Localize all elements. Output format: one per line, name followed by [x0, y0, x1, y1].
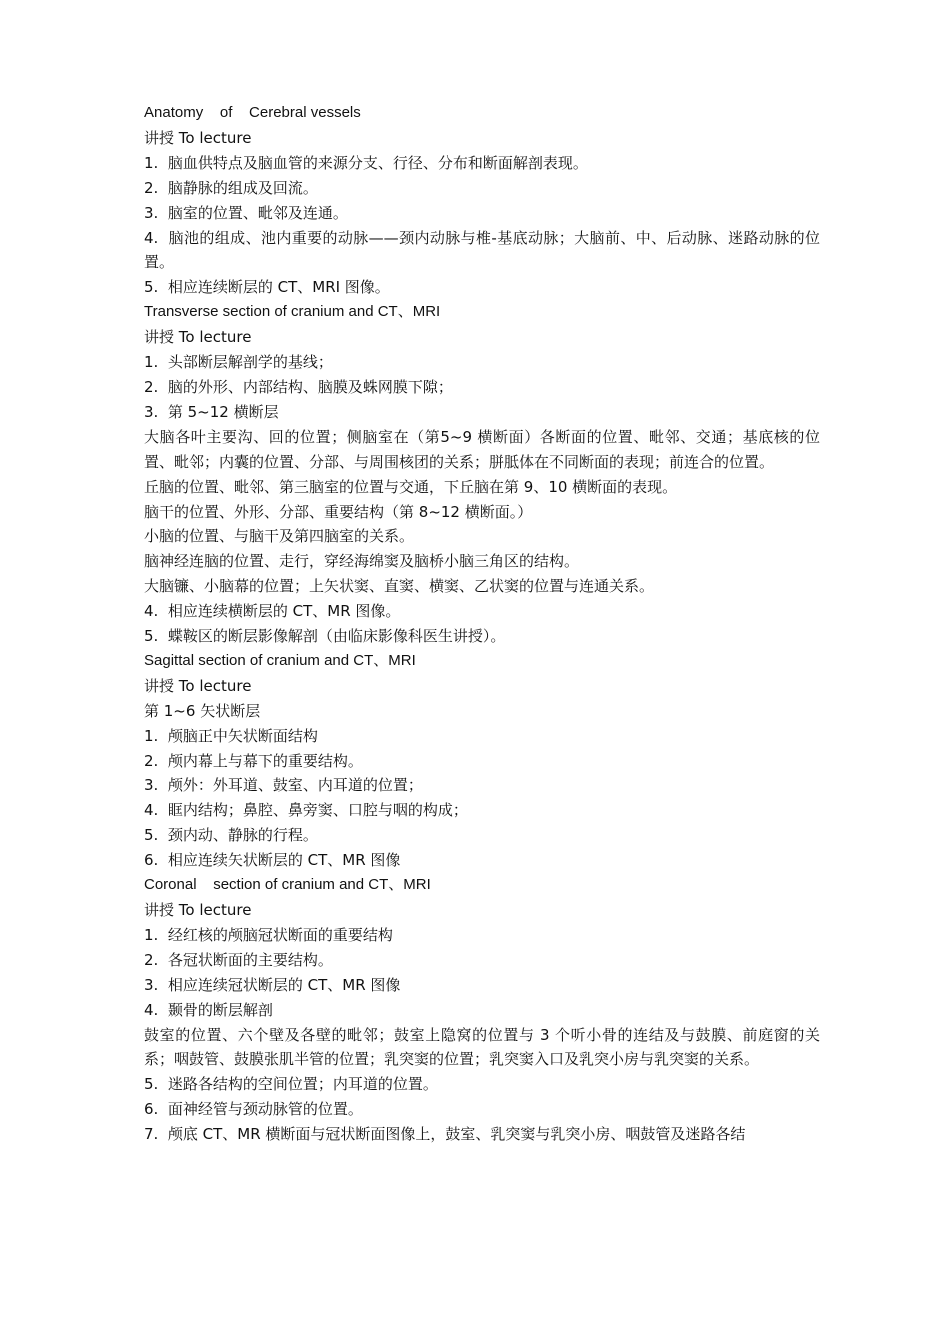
section-title-sagittal: Sagittal section of cranium and CT、MRI: [144, 651, 416, 669]
list-item: 2. 颅内幕上与幕下的重要结构。: [144, 751, 363, 770]
list-item: 1. 颅脑正中矢状断面结构: [144, 726, 318, 745]
list-item: 4. 眶内结构；鼻腔、鼻旁窦、口腔与咽的构成；: [144, 801, 468, 820]
paragraph: 丘脑的位置、毗邻、第三脑室的位置与交通，下丘脑在第 9、10 横断面的表现。: [144, 477, 678, 496]
list-item: 2. 各冠状断面的主要结构。: [144, 950, 333, 969]
list-item: 1. 脑血供特点及脑血管的来源分支、行径、分布和断面解剖表现。: [144, 153, 588, 172]
list-item: 5. 相应连续断层的 CT、MRI 图像。: [144, 278, 390, 297]
list-item: 3. 第 5~12 横断层: [144, 402, 279, 421]
list-item: 2. 脑静脉的组成及回流。: [144, 178, 318, 197]
list-item: 5. 蝶鞍区的断层影像解剖（由临床影像科医生讲授）。: [144, 627, 506, 646]
list-item: 6. 相应连续矢状断层的 CT、MR 图像: [144, 851, 401, 870]
section-title-cerebral-vessels: Anatomy of Cerebral vessels: [144, 104, 361, 121]
list-item: 1. 经红核的颅脑冠状断面的重要结构: [144, 925, 393, 944]
paragraph: 鼓室的位置、六个壁及各壁的毗邻；鼓室上隐窝的位置与 3 个听小骨的连结及与鼓膜、前庭窗的关系；咽鼓管、鼓膜张肌半管的位置；乳突窦的位置；乳突窦入口及乳突小房与乳突窦的关系。: [144, 1025, 820, 1069]
list-item: 5. 颈内动、静脉的行程。: [144, 826, 318, 845]
paragraph: 小脑的位置、与脑干及第四脑室的关系。: [144, 527, 415, 546]
lecture-label: 讲授 To lecture: [144, 328, 252, 347]
lecture-label: 讲授 To lecture: [144, 676, 252, 695]
list-item: 6. 面神经管与颈动脉管的位置。: [144, 1100, 363, 1119]
list-item: 2. 脑的外形、内部结构、脑膜及蛛网膜下隙；: [144, 377, 453, 396]
lecture-label: 讲授 To lecture: [144, 128, 252, 147]
section-title-transverse: Transverse section of cranium and CT、MRI: [144, 303, 441, 321]
paragraph: 大脑各叶主要沟、回的位置；侧脑室在（第5~9 横断面）各断面的位置、毗邻、交通；基底核的位置、毗邻；内囊的位置、分部、与周围核团的关系；胼胝体在不同断面的表现；前连合的位置。: [144, 427, 820, 471]
list-item: 1. 头部断层解剖学的基线；: [144, 353, 333, 372]
paragraph: 大脑镰、小脑幕的位置；上矢状窦、直窦、横窦、乙状窦的位置与连通关系。: [144, 577, 655, 596]
list-item: 5. 迷路各结构的空间位置；内耳道的位置。: [144, 1075, 438, 1094]
list-item: 4. 相应连续横断层的 CT、MR 图像。: [144, 602, 401, 621]
paragraph: 脑干的位置、外形、分部、重要结构（第 8~12 横断面。）: [144, 502, 533, 521]
list-item: 4. 脑池的组成、池内重要的动脉——颈内动脉与椎-基底动脉；大脑前、中、后动脉、迷路动脉的位置。: [144, 228, 820, 272]
list-item: 3. 脑室的位置、毗邻及连通。: [144, 203, 348, 222]
subheading: 第 1~6 矢状断层: [144, 701, 261, 720]
document-body: [144, 101, 820, 1147]
paragraph: 脑神经连脑的位置、走行，穿经海绵窦及脑桥小脑三角区的结构。: [144, 552, 580, 571]
lecture-label: 讲授 To lecture: [144, 901, 252, 919]
list-item: 3. 颅外：外耳道、鼓室、内耳道的位置；: [144, 776, 423, 795]
list-item: 7. 颅底 CT、MR 横断面与冠状断面图像上，鼓室、乳突窦与乳突小房、咽鼓管及迷路各结: [144, 1125, 746, 1144]
list-item: 3. 相应连续冠状断层的 CT、MR 图像: [144, 975, 401, 994]
list-item: 4. 颞骨的断层解剖: [144, 1000, 273, 1019]
section-title-coronal: Coronal section of cranium and CT、MRI: [144, 876, 431, 894]
